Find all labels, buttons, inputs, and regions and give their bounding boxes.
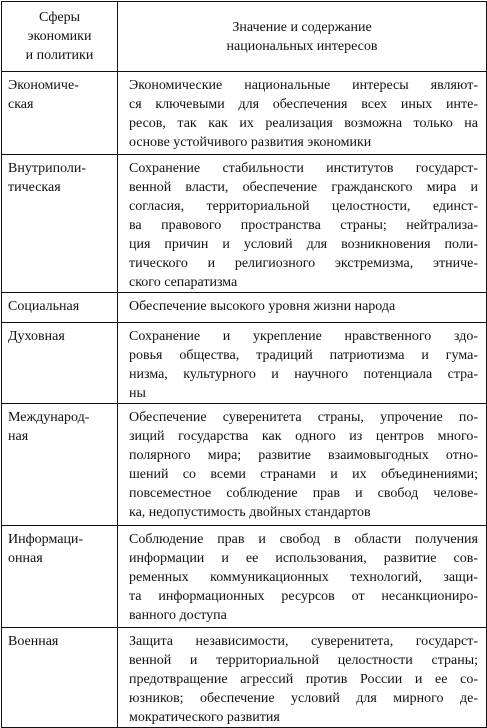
table-row xyxy=(2,155,487,293)
sphere-cell xyxy=(2,72,118,155)
description-cell xyxy=(118,526,487,628)
description-line: согласия, территориальной целостности, единст- xyxy=(129,199,478,214)
description-line: ровья общества, традиций патриотизма и гума- xyxy=(129,348,478,363)
description-line: Сохранение и укрепление нравственного здо- xyxy=(129,329,478,344)
description-line: информации и ее использования, развитие сов- xyxy=(129,551,478,566)
description-line: мократического развития xyxy=(129,710,280,725)
header-spheres-line: Сферы xyxy=(38,10,81,25)
sphere-line: Социальная xyxy=(8,299,80,314)
description-line: Экономические национальные интересы являют- xyxy=(129,78,478,93)
description-line: венной власти, обеспечение гражданского мира и xyxy=(129,180,478,195)
header-meaning-line: Значение и содержание xyxy=(232,20,372,35)
sphere-line: ная xyxy=(8,429,29,444)
sphere-cell xyxy=(2,323,118,404)
description-line: венной и территориальной целостности страны; xyxy=(129,653,478,668)
description-cell xyxy=(118,628,487,728)
description-line: ременных коммуникационных технологий, защи- xyxy=(129,570,478,585)
table-row xyxy=(2,293,487,323)
header-meaning-line: национальных интересов xyxy=(226,39,378,54)
header-spheres-line: и политики xyxy=(25,48,94,63)
table-row xyxy=(2,404,487,526)
description-line: Соблюдение прав и свобод в области получения xyxy=(129,532,478,547)
sphere-cell xyxy=(2,404,118,526)
table-row xyxy=(2,526,487,628)
sphere-line: ская xyxy=(8,97,34,112)
table-header-row xyxy=(2,2,487,72)
description-line: ресов, так как их реализация возможна только на xyxy=(129,116,478,131)
description-line: ского сепаратизма xyxy=(129,275,238,290)
description-line: та информационных ресурсов от несанкциониро- xyxy=(129,589,478,604)
sphere-line: Духовная xyxy=(8,329,65,344)
description-line: ция причин и условий для возникновения поли- xyxy=(129,237,478,252)
sphere-line: Международ- xyxy=(8,410,90,425)
description-line: юзников; обеспечение условий для мирного де- xyxy=(129,691,478,706)
description-cell xyxy=(118,323,487,404)
description-line: Защита независимости, суверенитета, государст- xyxy=(129,634,478,649)
table-row xyxy=(2,72,487,155)
sphere-cell xyxy=(2,526,118,628)
sphere-line: Информаци- xyxy=(8,532,84,547)
description-line: ва правового пространства страны; нейтрализа- xyxy=(129,218,478,233)
header-spheres-line: экономики xyxy=(27,29,92,44)
header-spheres xyxy=(2,2,118,72)
description-line: тического и религиозного экстремизма, этниче- xyxy=(129,256,478,271)
sphere-line: Военная xyxy=(8,634,59,649)
table-row xyxy=(2,628,487,728)
description-line: Обеспечение суверенитета страны, упрочение по- xyxy=(129,410,478,425)
description-line: предотвращение агрессий против России и ее со- xyxy=(129,672,478,687)
description-line: основе устойчивого развития экономики xyxy=(129,135,372,150)
sphere-line: онная xyxy=(8,551,43,566)
description-line: низма, культурного и научного потенциала стра- xyxy=(129,367,478,382)
description-line: полярного мира; развитие взаимовыгодных отно- xyxy=(129,448,478,463)
description-cell xyxy=(118,72,487,155)
description-cell xyxy=(118,155,487,293)
description-cell xyxy=(118,293,487,323)
description-line: шений со всеми странами и их объединениями; xyxy=(129,467,478,482)
sphere-cell xyxy=(2,293,118,323)
header-meaning xyxy=(118,2,487,72)
table-row xyxy=(2,323,487,404)
sphere-line: Внутриполи- xyxy=(8,161,87,176)
description-line: зиций государства как одного из центров много- xyxy=(129,429,478,444)
description-cell xyxy=(118,404,487,526)
description-line: ся ключевыми для обеспечения всех иных инте- xyxy=(129,97,478,112)
national-interests-table xyxy=(1,1,487,728)
description-line: Сохранение стабильности институтов государст- xyxy=(129,161,478,176)
description-line: ны xyxy=(129,386,146,401)
sphere-cell xyxy=(2,155,118,293)
sphere-line: Экономиче- xyxy=(8,78,79,93)
description-line: ванного доступа xyxy=(129,608,227,623)
sphere-line: тическая xyxy=(8,180,61,195)
description-line: Обеспечение высокого уровня жизни народа xyxy=(129,299,396,314)
description-line: ка, недопустимость двойных стандартов xyxy=(129,505,371,520)
sphere-cell xyxy=(2,628,118,728)
description-line: повсеместное соблюдение прав и свобод челове- xyxy=(129,486,478,501)
